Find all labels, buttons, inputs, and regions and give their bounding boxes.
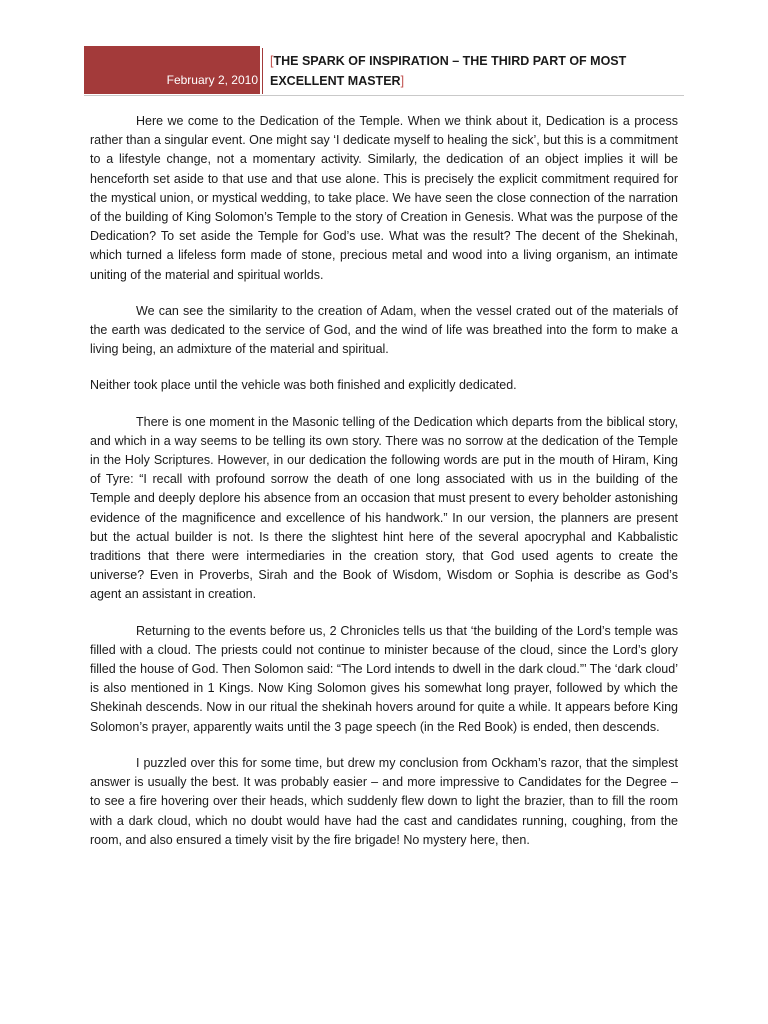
title-text: THE SPARK OF INSPIRATION – THE THIRD PART OF MOST EXCELLENT MASTER bbox=[270, 54, 627, 88]
header-date: February 2, 2010 bbox=[166, 73, 258, 87]
paragraph-neither: Neither took place until the vehicle was both finished and explicitly dedicated. bbox=[90, 378, 517, 393]
title-bracket-close: ] bbox=[400, 74, 405, 88]
document-title bbox=[270, 51, 670, 91]
paragraph-adam: We can see the similarity to the creation of Adam, when the vessel crated out of the materials of the earth was dedicated to the service of God, and the wind of life was breathed into the form to make a living being, an admixture of the material and spiritual. bbox=[90, 303, 678, 357]
header-divider bbox=[262, 48, 263, 94]
header-rule bbox=[84, 95, 684, 96]
title-bracket-open: [ bbox=[270, 54, 274, 68]
document-body bbox=[90, 112, 678, 867]
paragraph-ockham: I puzzled over this for some time, but drew my conclusion from Ockham’s razor, that the simplest answer is usually the best. It was probably easier – and more impressive to Candidates for the Degree – to see a fire hovering over their heads, which suddenly flew down to light the brazier, than to fill the room with a dark cloud, which no doubt would have had the cast and candidates running, coughing, from the room, and also ensured a timely visit by the fire brigade! No mystery here, then. bbox=[90, 755, 678, 847]
paragraph-chronicles: Returning to the events before us, 2 Chronicles tells us that ‘the building of the Lord’s temple was filled with a cloud. The priests could not continue to minister because of the cloud, since the Lord’s glory filled the house of God. Then Solomon said: “The Lord intends to dwell in the dark cloud.”’ The ‘dark cloud’ is also mentioned in 1 Kings. Now King Solomon gives his somewhat long prayer, followed by which the Shekinah descends. Now in our ritual the shekinah hovers around for quite a while. It appears before King Solomon’s prayer, apparently waits until the 3 page speech (in the Red Book) is ended, then descends. bbox=[90, 623, 678, 734]
paragraph-dedication: Here we come to the Dedication of the Temple. When we think about it, Dedication is a process rather than a singular event. One might say ‘I dedicate myself to healing the sick’, but this is a commitment to a lifestyle change, not a momentary activity. Similarly, the dedication of an object implies it will be henceforth set aside to that use and that use alone. This is precisely the explicit commitment required for the mystical union, or mystical wedding, to take place. We have seen the close connection of the narration of the building of King Solomon’s Temple to the story of Creation in Genesis. What was the purpose of the Dedication? To set aside the Temple for God’s use. What was the result? The decent of the Shekinah, which turned a lifeless form made of stone, precious metal and wood into a living organism, an intimate uniting of the material and spiritual worlds. bbox=[90, 114, 678, 282]
paragraph-masonic-telling: There is one moment in the Masonic telling of the Dedication which departs from the biblical story, and which in a way seems to be telling its own story. There was no sorrow at the dedication of the Temple in the Holy Scriptures. However, in our dedication the following words are put in the mouth of Hiram, King of Tyre: “I recall with profound sorrow the death of one long associated with us in the building of the Temple and deeply deplore his absence from an occasion that must present to every beholder astonishing evidence of the magnificence and excellence of his handwork.” In our version, the planners are present but the actual builder is not. Is there the slightest hint here of the several apocryphal and Kabbalistic traditions that there were intermediaries in the creation story, that God used agents to create the universe? Even in Proverbs, Sirah and the Book of Wisdom, Wisdom or Sophia is describe as God’s agent an assistant in creation. bbox=[90, 414, 678, 602]
